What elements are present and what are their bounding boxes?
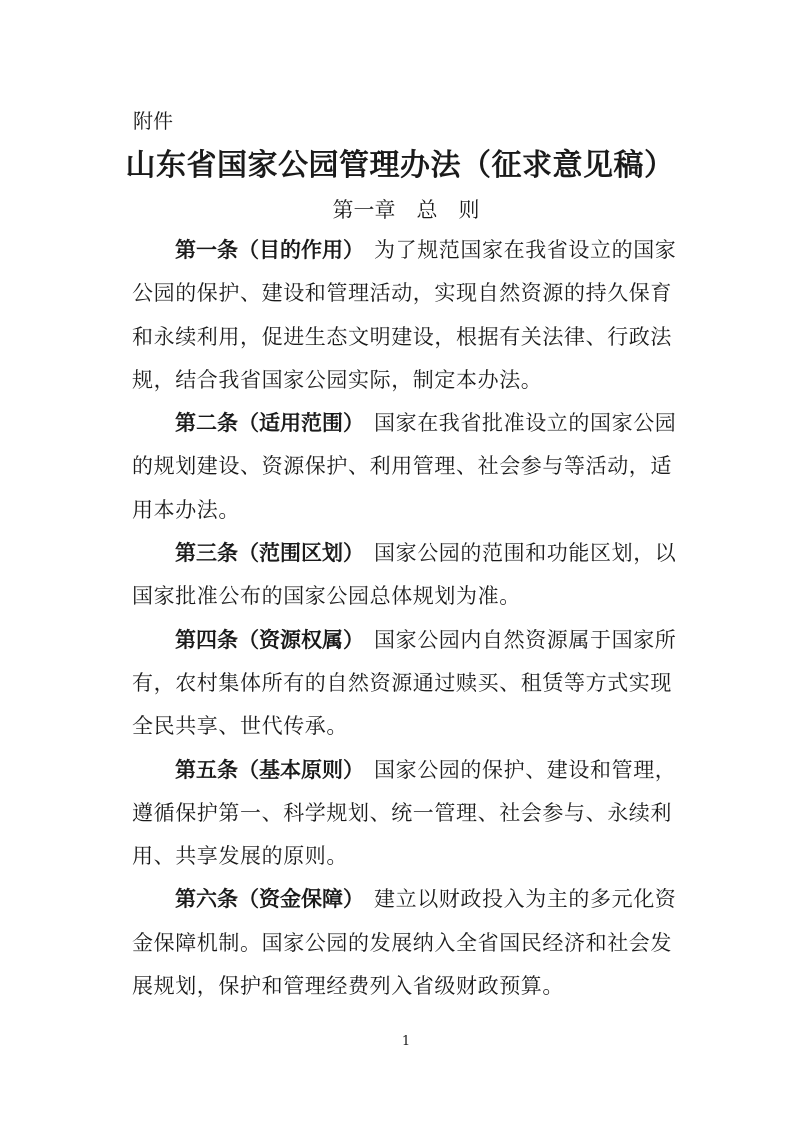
article [132, 619, 692, 749]
article-first-line [132, 229, 692, 272]
article-text: 国家公园内自然资源属于国家所 [374, 627, 677, 652]
article-line: 用、共享发展的原则。 [132, 844, 348, 869]
article-heading: 第五条（基本原则） [175, 757, 364, 782]
article-first-line [132, 878, 692, 921]
article-text: 国家公园的保护、建设和管理， [374, 757, 677, 782]
article-line: 展规划，保护和管理经费列入省级财政预算。 [132, 974, 564, 999]
attachment-label: 附件 [133, 109, 173, 133]
chapter-heading: 第一章 总 则 [332, 198, 480, 222]
article-heading: 第二条（适用范围） [175, 411, 364, 436]
article-heading: 第六条（资金保障） [175, 887, 364, 912]
article-line: 有，农村集体所有的自然资源通过赎买、租赁等方式实现 [132, 670, 672, 695]
article [132, 878, 692, 1008]
article-line: 遵循保护第一、科学规划、统一管理、社会参与、永续利 [132, 800, 672, 825]
article-first-line [132, 532, 692, 575]
article-line: 和永续利用，促进生态文明建设，根据有关法律、行政法 [132, 324, 672, 349]
article-line: 的规划建设、资源保护、利用管理、社会参与等活动，适 [132, 454, 672, 479]
article-heading: 第三条（范围区划） [175, 541, 364, 566]
article-text: 国家公园的范围和功能区划，以 [374, 541, 677, 566]
article-line: 规，结合我省国家公园实际，制定本办法。 [132, 367, 543, 392]
article [132, 749, 692, 879]
article-line: 国家批准公布的国家公园总体规划为准。 [132, 584, 521, 609]
article [132, 229, 692, 402]
document-title: 山东省国家公园管理办法（征求意见稿） [125, 148, 675, 183]
article-text: 为了规范国家在我省设立的国家 [374, 238, 677, 262]
article-line: 全民共享、世代传承。 [132, 714, 348, 739]
article-first-line [132, 619, 692, 662]
article [132, 402, 692, 532]
document-body [132, 229, 692, 1008]
article-heading: 第一条（目的作用） [175, 238, 364, 262]
article-heading: 第四条（资源权属） [175, 627, 364, 652]
article-line: 金保障机制。国家公园的发展纳入全省国民经济和社会发 [132, 930, 672, 955]
article [132, 532, 692, 619]
article-text: 建立以财政投入为主的多元化资 [374, 887, 677, 912]
article-line: 用本办法。 [132, 497, 240, 522]
article-first-line [132, 749, 692, 792]
page-number: 1 [401, 1034, 411, 1049]
article-first-line [132, 402, 692, 445]
article-line: 公园的保护、建设和管理活动，实现自然资源的持久保育 [132, 281, 672, 306]
article-text: 国家在我省批准设立的国家公园 [374, 411, 677, 436]
